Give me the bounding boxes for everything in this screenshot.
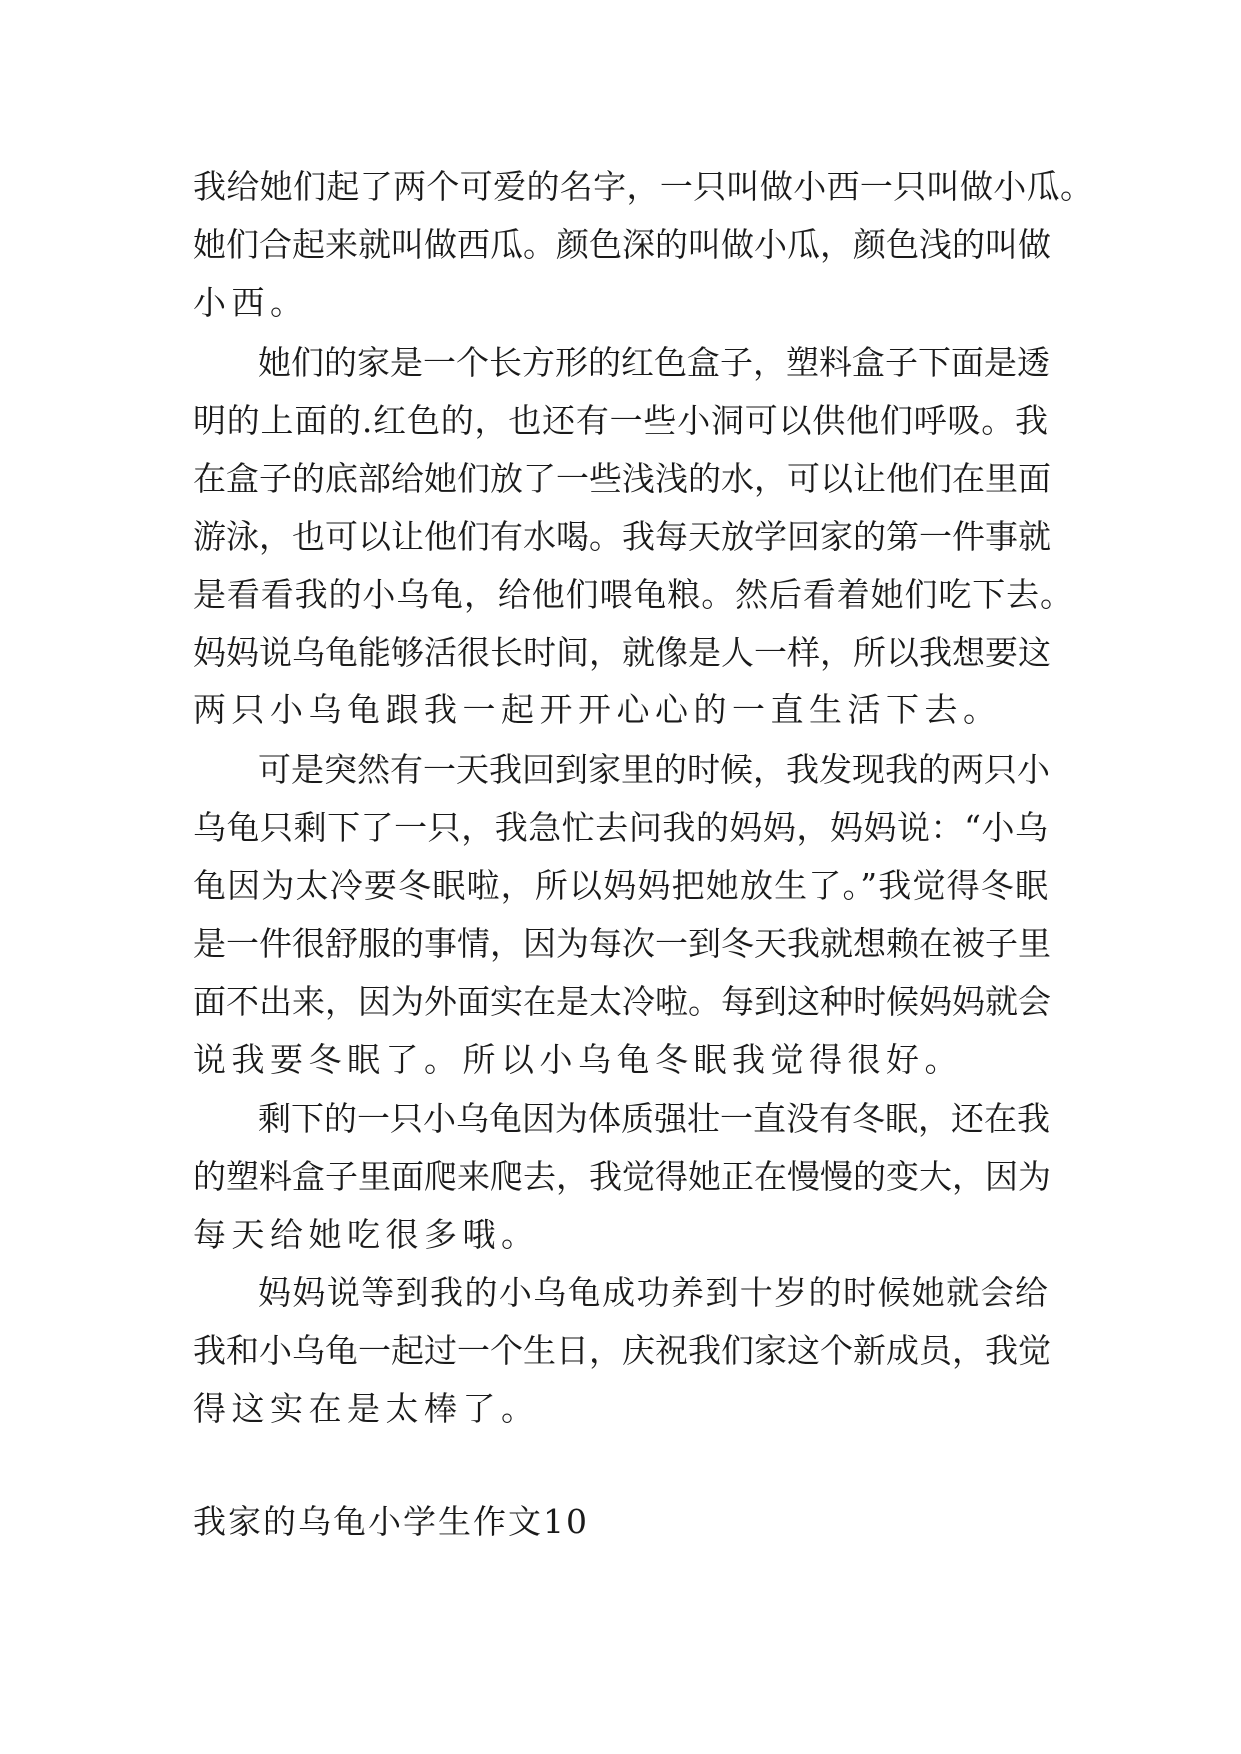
text-line: 是看看我的小乌龟，给他们喂龟粮。然后看着她们吃下去。: [193, 575, 1073, 614]
text-line: 在盒子的底部给她们放了一些浅浅的水，可以让他们在里面: [193, 459, 1051, 498]
text-line: 可是突然有一天我回到家里的时候，我发现我的两只小: [258, 750, 1050, 789]
text-line: 游泳，也可以让他们有水喝。我每天放学回家的第一件事就: [193, 517, 1051, 556]
text-line: 面不出来，因为外面实在是太冷啦。每到这种时候妈妈就会: [193, 982, 1051, 1021]
text-line: 两只小乌龟跟我一起开开心心的一直生活下去。: [193, 690, 1002, 729]
text-line: 她们的家是一个长方形的红色盒子，塑料盒子下面是透: [258, 343, 1050, 382]
text-line: 每天给她吃很多哦。: [193, 1215, 540, 1254]
text-line: 龟因为太冷要冬眠啦，所以妈妈把她放生了。”我觉得冬眠: [193, 866, 1048, 905]
text-line: 得这实在是太棒了。: [193, 1389, 540, 1428]
text-line: 妈妈说乌龟能够活很长时间，就像是人一样，所以我想要这: [193, 633, 1051, 672]
text-line: 我和小乌龟一起过一个生日，庆祝我们家这个新成员，我觉: [193, 1331, 1051, 1370]
text-line: 乌龟只剩下了一只，我急忙去问我的妈妈，妈妈说：“小乌: [193, 808, 1048, 847]
text-line: 她们合起来就叫做西瓜。颜色深的叫做小瓜，颜色浅的叫做: [193, 225, 1051, 264]
text-line: 妈妈说等到我的小乌龟成功养到十岁的时候她就会给: [258, 1273, 1048, 1312]
text-line: 说我要冬眠了。所以小乌龟冬眠我觉得很好。: [193, 1040, 963, 1079]
text-line: 是一件很舒服的事情，因为每次一到冬天我就想赖在被子里: [193, 924, 1051, 963]
text-line: 的塑料盒子里面爬来爬去，我觉得她正在慢慢的变大，因为: [193, 1157, 1051, 1196]
text-line: 剩下的一只小乌龟因为体质强壮一直没有冬眠，还在我: [258, 1099, 1050, 1138]
text-line: 我给她们起了两个可爱的名字，一只叫做小西一只叫做小瓜。: [193, 167, 1093, 206]
text-line: 明的上面的.红色的，也还有一些小洞可以供他们呼吸。我: [193, 401, 1048, 440]
text-line: 小西。: [193, 283, 309, 322]
section-heading: 我家的乌龟小学生作文10: [193, 1502, 589, 1541]
